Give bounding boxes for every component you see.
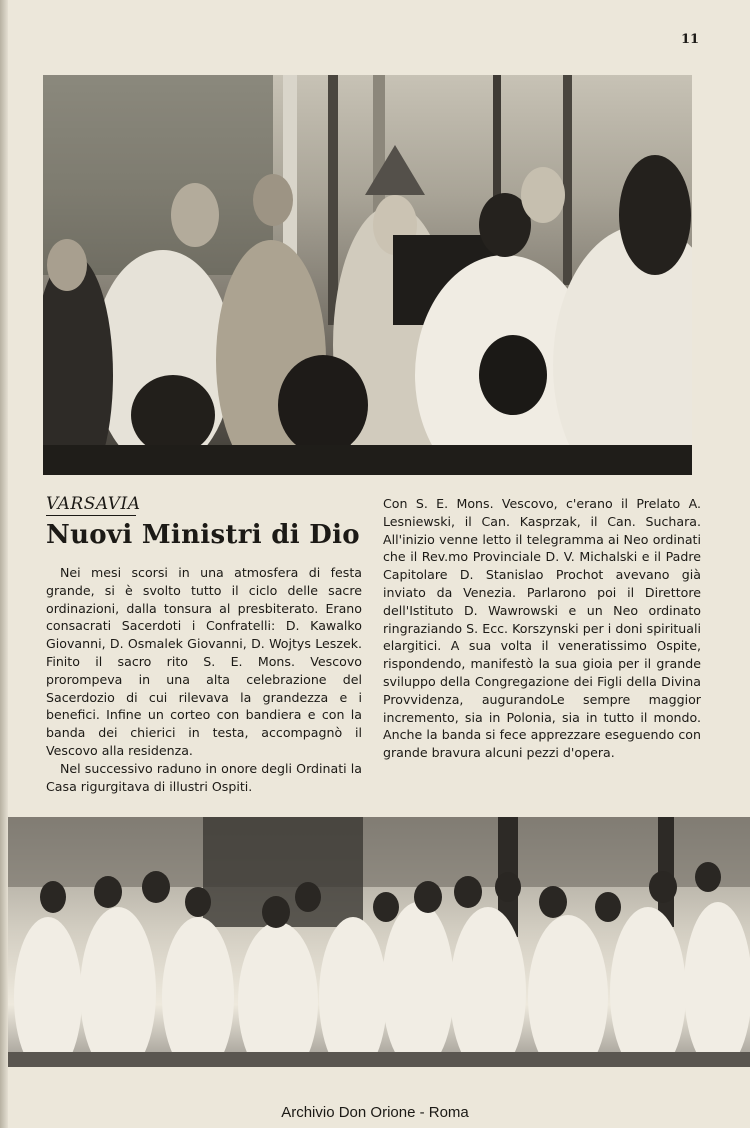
article-column-left [46, 564, 362, 795]
ordination-photo [43, 75, 692, 475]
article-title: Nuovi Ministri di Dio [46, 520, 360, 550]
section-label: VARSAVIA [46, 494, 141, 514]
page-number: 11 [681, 32, 700, 47]
ordination-photo-drawing [43, 75, 692, 475]
article-column-right [383, 495, 701, 762]
archive-footer: Archivio Don Orione - Roma [281, 1104, 469, 1121]
paragraph: Con S. E. Mons. Vescovo, c'erano il Prelato A. Lesniewski, il Can. Kasprzak, il Can. Suchara. All'inizio venne letto il telegramma ai Neo ordinati che il Rev.mo Provinciale D. V. Michalski e il Padre Capitolare D. Stanislao Prochot avevano già inviato da Venezia. Parlarono poi il Direttore dell'Istituto D. Wawrowski e un Neo ordinato ringraziando S. Ecc. Korszynski per i doni spirituali elargitici. A sua volta il veneratissimo Ospite, rispondendo, manifestò la sua gioia per il grande sviluppo della Congregazione dei Figli della Divina Provvidenza, augurandoLe sempre maggior incremento, sia in Polonia, sia in tutto il mondo. Anche la banda si fece apprezzare eseguendo con grande bravura alcuni pezzi d'opera. [383, 496, 701, 761]
paragraph: Nel successivo raduno in onore degli Ordinati la Casa rigurgitava di illustri Ospiti. [46, 760, 362, 794]
paragraph: Nei mesi scorsi in una atmosfera di festa grande, si è svolto tutto il ciclo delle sacre ordinazioni, dalla tonsura al presbiterato. Erano consacrati Sacerdoti i Confratelli: D. Kawalko Giovanni, D. Osmalek Giovanni, D. Wojtys Leszek. Finito il sacro rito S. E. Mons. Vescovo prorompeva in una alta celebrazione del Sacerdozio di cui rilevava la grandezza e i benefici. Infine un corteo con bandiera e con la banda dei chierici in testa, accompagnò il Vescovo alla residenza. [46, 565, 362, 758]
page-edge [0, 0, 8, 1128]
procession-photo [8, 817, 750, 1067]
procession-photo-drawing [8, 817, 750, 1067]
